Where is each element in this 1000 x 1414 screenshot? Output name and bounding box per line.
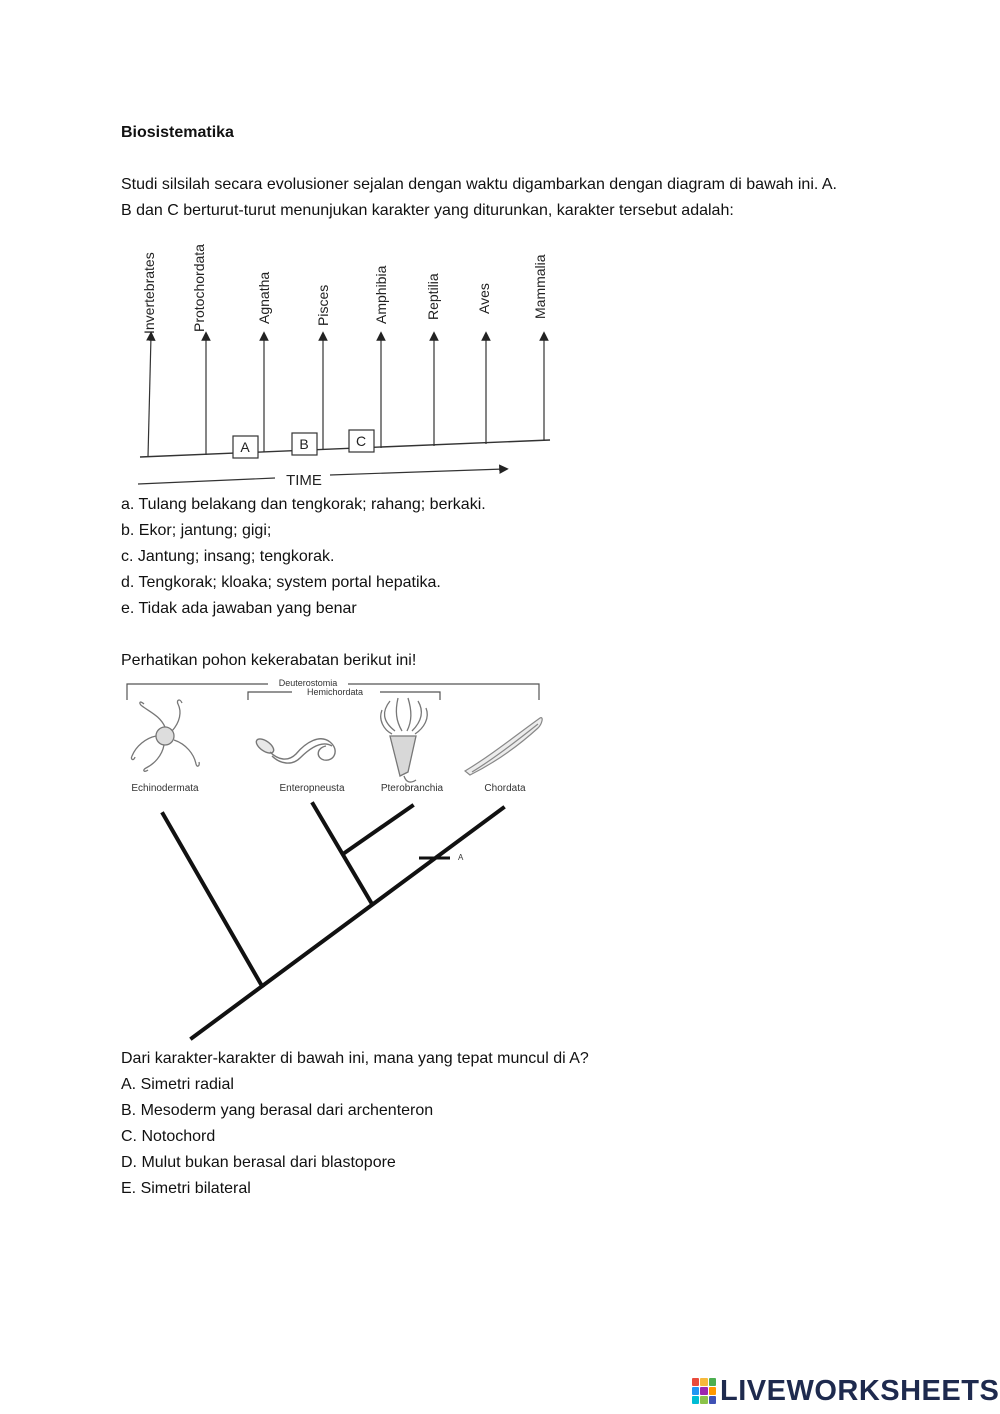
q1-option-d: d. Tengkorak; kloaka; system portal hepatika. xyxy=(121,574,441,591)
marker-b: B xyxy=(299,436,309,452)
time-line-right xyxy=(330,469,504,475)
taxon-pterobranchia: Pterobranchia xyxy=(380,783,444,794)
tree-marker-a: A xyxy=(458,853,464,862)
taxon-echinodermata: Echinodermata xyxy=(131,783,199,794)
q2-option-c: C. Notochord xyxy=(121,1128,216,1145)
logo-text: LIVEWORKSHEETS xyxy=(720,1374,1000,1407)
taxon-amphibia: Amphibia xyxy=(373,265,389,324)
q1-text-line2: B dan C berturut-turut menunjukan karakter yang diturunkan, karakter tersebut adalah: xyxy=(121,202,734,219)
taxon-reptilia: Reptilia xyxy=(425,273,441,320)
q2-option-d: D. Mulut bukan berasal dari blastopore xyxy=(121,1154,396,1171)
echinodermata-illustration xyxy=(131,700,199,771)
taxon-chordata: Chordata xyxy=(484,783,526,794)
taxon-mammalia: Mammalia xyxy=(532,254,548,319)
taxon-agnatha: Agnatha xyxy=(256,271,272,324)
liveworksheets-logo xyxy=(692,1374,999,1408)
taxon-protochordata: Protochordata xyxy=(191,244,207,332)
q1-option-e: e. Tidak ada jawaban yang benar xyxy=(121,600,357,617)
logo-grid-icon xyxy=(692,1378,716,1404)
q2-option-b: B. Mesoderm yang berasal dari archenteron xyxy=(121,1102,434,1119)
page-title: Biosistematika xyxy=(121,124,234,141)
q1-text-line1: Studi silsilah secara evolusioner sejalan dengan waktu digambarkan dengan diagram di bawah ini. A. xyxy=(121,176,837,193)
evolution-timeline-diagram xyxy=(120,222,560,492)
time-label: TIME xyxy=(286,472,322,489)
phylogeny-tree-diagram xyxy=(120,676,560,1046)
marker-a: A xyxy=(240,439,250,455)
marker-c: C xyxy=(355,433,367,449)
q2-question: Dari karakter-karakter di bawah ini, mana yang tepat muncul di A? xyxy=(121,1050,589,1067)
clade-deuterostomia: Deuterostomia xyxy=(278,678,338,688)
enteropneusta-illustration xyxy=(254,736,335,763)
q2-text: Perhatikan pohon kekerabatan berikut ini! xyxy=(121,652,417,669)
taxon-invertebrates: Invertebrates xyxy=(141,252,157,334)
taxon-pisces: Pisces xyxy=(315,284,331,326)
pterobranchia-illustration xyxy=(381,698,428,782)
q1-option-b: b. Ekor; jantung; gigi; xyxy=(121,522,272,539)
clade-hemichordata: Hemichordata xyxy=(306,687,364,697)
taxon-aves: Aves xyxy=(476,283,492,314)
base-line xyxy=(140,440,550,457)
chordata-illustration xyxy=(465,718,542,775)
taxon-enteropneusta: Enteropneusta xyxy=(279,783,345,794)
time-line-left xyxy=(138,478,275,484)
q2-option-e: E. Simetri bilateral xyxy=(121,1180,251,1197)
q1-option-a: a. Tulang belakang dan tengkorak; rahang; berkaki. xyxy=(121,496,486,513)
q1-option-c: c. Jantung; insang; tengkorak. xyxy=(121,548,335,565)
tree-branches xyxy=(163,804,503,1038)
branch-invertebrates xyxy=(148,336,151,457)
q2-option-a: A. Simetri radial xyxy=(121,1076,234,1093)
